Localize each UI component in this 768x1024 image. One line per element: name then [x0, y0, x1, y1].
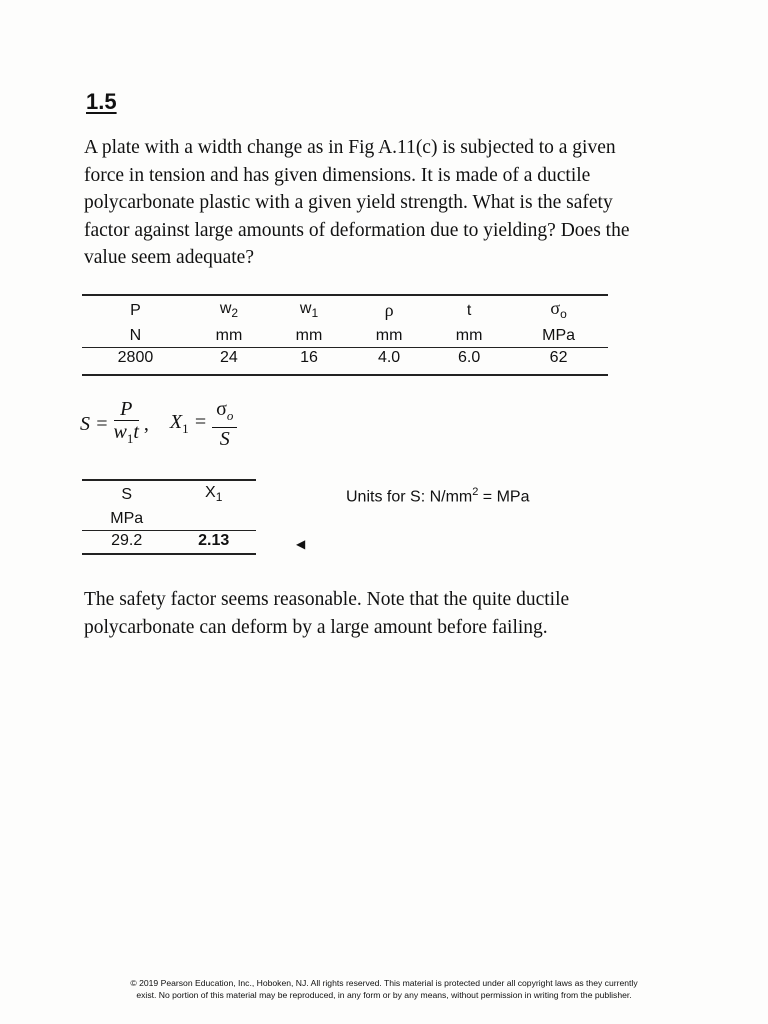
col-header-P: P — [130, 302, 141, 320]
problem-line: value seem adequate? — [84, 247, 254, 268]
answer-pointer-icon: ◀ — [296, 537, 306, 551]
problem-statement — [84, 134, 694, 272]
result-unit-S: MPa — [110, 510, 144, 528]
value-cell: 62 — [549, 349, 568, 367]
unit-cell: mm — [295, 327, 323, 345]
result-table — [82, 482, 256, 552]
result-row-units — [82, 508, 256, 530]
value-cell: 16 — [300, 349, 318, 367]
value-cell: 24 — [220, 349, 238, 367]
col-header-w1: $w_1$ — [299, 300, 319, 321]
units-note: Units for S: $N/mm^2$ = MPa — [346, 486, 530, 506]
conclusion-line: The safety factor seems reasonable. Note that the quite ductile — [84, 589, 570, 610]
col-header-t: t — [466, 302, 472, 320]
result-row-values — [82, 530, 256, 552]
formula-x-denominator: S — [219, 428, 230, 450]
formula-s-fraction — [114, 398, 139, 450]
col-header-w2: $w_2$ — [219, 300, 239, 321]
unit-cell: mm — [455, 327, 483, 345]
unit-cell: MPa — [542, 327, 576, 345]
given-data-table — [82, 297, 608, 369]
result-header-S: S — [121, 486, 133, 504]
footer-line: © 2019 Pearson Education, Inc., Hoboken, NJ. All rights reserved. This material is protected under all copyright laws as they currently — [130, 978, 638, 988]
table-top-rule — [82, 294, 608, 296]
conclusion-text — [84, 586, 704, 641]
formula-x-numerator: $\sigma_o$ — [212, 398, 237, 428]
formula-s-numerator: P — [114, 398, 139, 421]
col-header-rho: ρ — [384, 300, 394, 321]
table-row-units — [82, 325, 608, 347]
table-row-values — [82, 347, 608, 369]
problem-line: factor against large amounts of deformation due to yielding? Does the — [84, 219, 630, 241]
unit-cell: N — [129, 327, 142, 345]
formula-s-denominator: $w_1t$ — [113, 421, 139, 446]
value-cell: 4.0 — [377, 349, 401, 367]
formula-s-lhs: S = — [80, 412, 109, 435]
result-value-X1: 2.13 — [198, 532, 230, 550]
result-row-symbols — [82, 482, 256, 508]
unit-cell: mm — [375, 327, 403, 345]
safety-factor-formula — [80, 398, 237, 450]
result-top-rule — [82, 479, 256, 481]
result-value-S: 29.2 — [111, 532, 143, 550]
formula-separator: , — [143, 412, 149, 435]
formula-x-fraction — [212, 398, 237, 450]
copyright-footer — [70, 977, 698, 1001]
problem-line: force in tension and has given dimensions. It is made of a ductile — [84, 164, 591, 186]
result-header-X1: $X_1$ — [205, 484, 223, 505]
value-cell: 2800 — [117, 349, 154, 367]
value-cell: 6.0 — [458, 349, 481, 367]
footer-line: exist. No portion of this material may be reproduced, in any form or by any means, without permission in writing from the publisher. — [136, 990, 632, 1000]
table-row-symbols — [82, 297, 608, 325]
table-bottom-rule — [82, 374, 608, 376]
formula-x-lhs: $X_1$ = — [169, 411, 208, 436]
unit-cell: mm — [215, 327, 243, 345]
problem-number: 1.5 — [86, 89, 117, 114]
problem-line: A plate with a width change as in Fig A.11(c) is subjected to a given — [84, 137, 616, 158]
result-bottom-rule — [82, 553, 256, 555]
problem-line: polycarbonate plastic with a given yield strength. What is the safety — [84, 192, 613, 213]
conclusion-line: polycarbonate can deform by a large amount before failing. — [84, 616, 548, 638]
result-unit-X1 — [171, 508, 256, 530]
col-header-sigma: $\sigma_o$ — [550, 298, 567, 322]
